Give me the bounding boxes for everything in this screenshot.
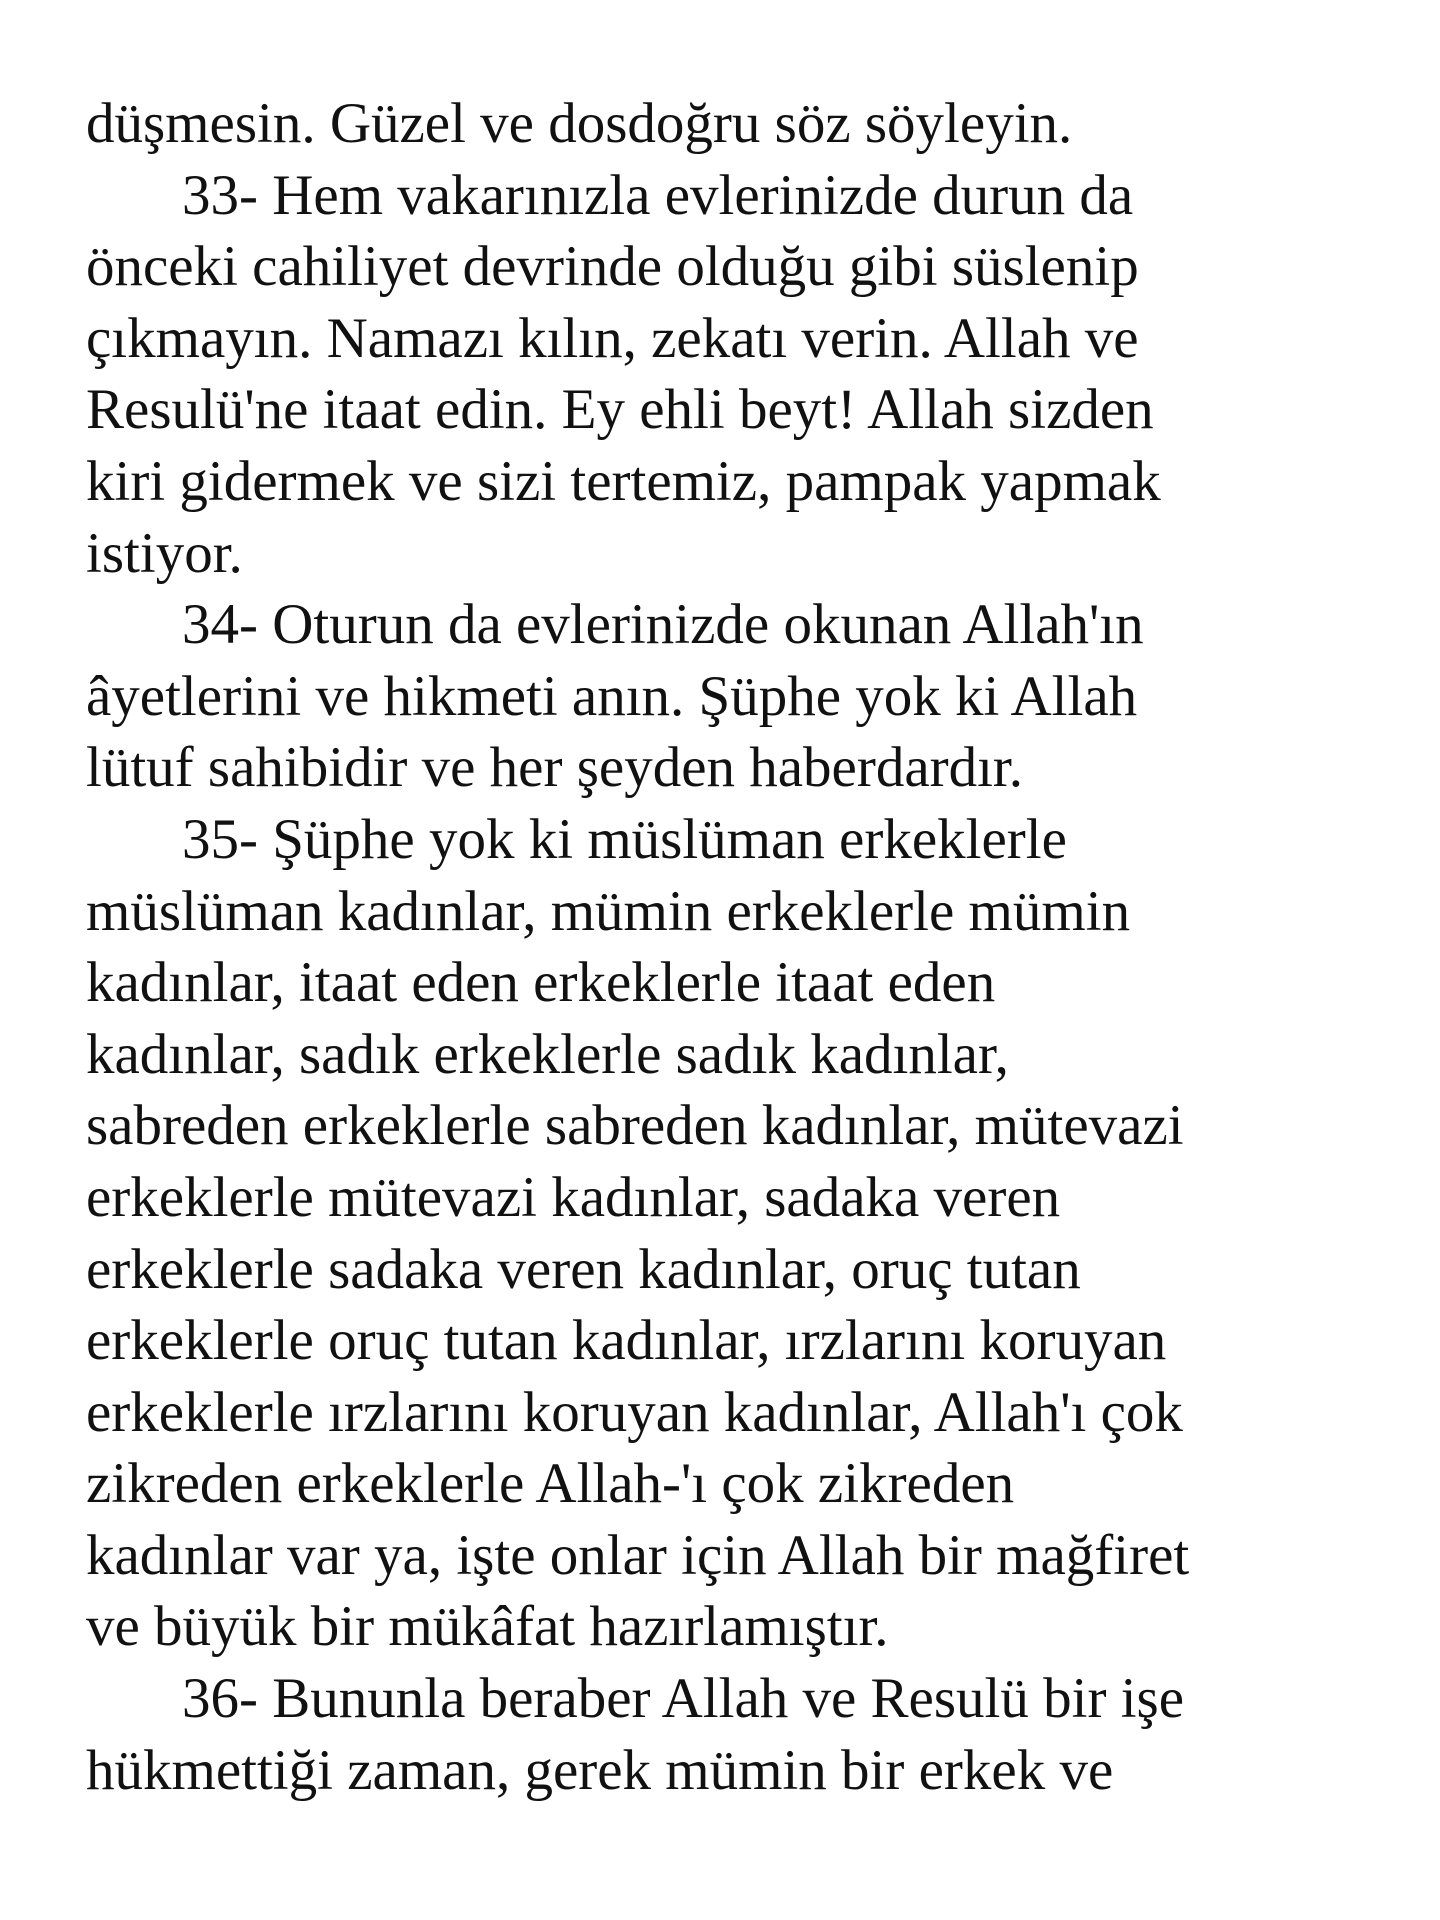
- text-line: erkeklerle mütevazi kadınlar, sadaka veren: [86, 1165, 1061, 1229]
- text-line: lütuf sahibidir ve her şeyden haberdardır.: [86, 736, 1024, 800]
- document-page: [86, 88, 1406, 1806]
- text-line: erkeklerle sadaka veren kadınlar, oruç tutan: [86, 1237, 1081, 1301]
- text-line: erkeklerle ırzlarını koruyan kadınlar, Allah'ı çok: [86, 1380, 1183, 1444]
- text-line: çıkmayın. Namazı kılın, zekatı verin. Allah ve: [86, 306, 1139, 370]
- text-line: sabreden erkeklerle sabreden kadınlar, mütevazi: [86, 1094, 1184, 1158]
- text-line: ve büyük bir mükâfat hazırlamıştır.: [86, 1595, 889, 1659]
- text-line: zikreden erkeklerle Allah-'ı çok zikreden: [86, 1452, 1015, 1516]
- text-line: erkeklerle oruç tutan kadınlar, ırzlarını koruyan: [86, 1309, 1167, 1373]
- text-line: Resulü'ne itaat edin. Ey ehli beyt! Allah sizden: [86, 378, 1154, 442]
- verse-34-start: 34- Oturun da evlerinizde okunan Allah'ın: [182, 593, 1144, 657]
- text-line: önceki cahiliyet devrinde olduğu gibi süslenip: [86, 235, 1139, 299]
- text-line: hükmettiği zaman, gerek mümin bir erkek ve: [86, 1738, 1114, 1802]
- text-line: düşmesin. Güzel ve dosdoğru söz söyleyin.: [86, 92, 1073, 155]
- text-line: müslüman kadınlar, mümin erkeklerle mümin: [86, 879, 1131, 943]
- text-line: kadınlar, sadık erkeklerle sadık kadınlar,: [86, 1022, 1009, 1086]
- verse-36-start: 36- Bununla beraber Allah ve Resulü bir işe: [182, 1667, 1185, 1731]
- verse-35-start: 35- Şüphe yok ki müslüman erkeklerle: [182, 807, 1067, 871]
- text-line: âyetlerini ve hikmeti anın. Şüphe yok ki Allah: [86, 664, 1138, 728]
- text-line: istiyor.: [86, 521, 243, 585]
- text-line: kadınlar, itaat eden erkeklerle itaat eden: [86, 951, 996, 1015]
- verse-33-start: 33- Hem vakarınızla evlerinizde durun da: [182, 163, 1134, 227]
- text-line: kiri gidermek ve sizi tertemiz, pampak yapmak: [86, 449, 1161, 513]
- text-line: kadınlar var ya, işte onlar için Allah bir mağfiret: [86, 1523, 1190, 1587]
